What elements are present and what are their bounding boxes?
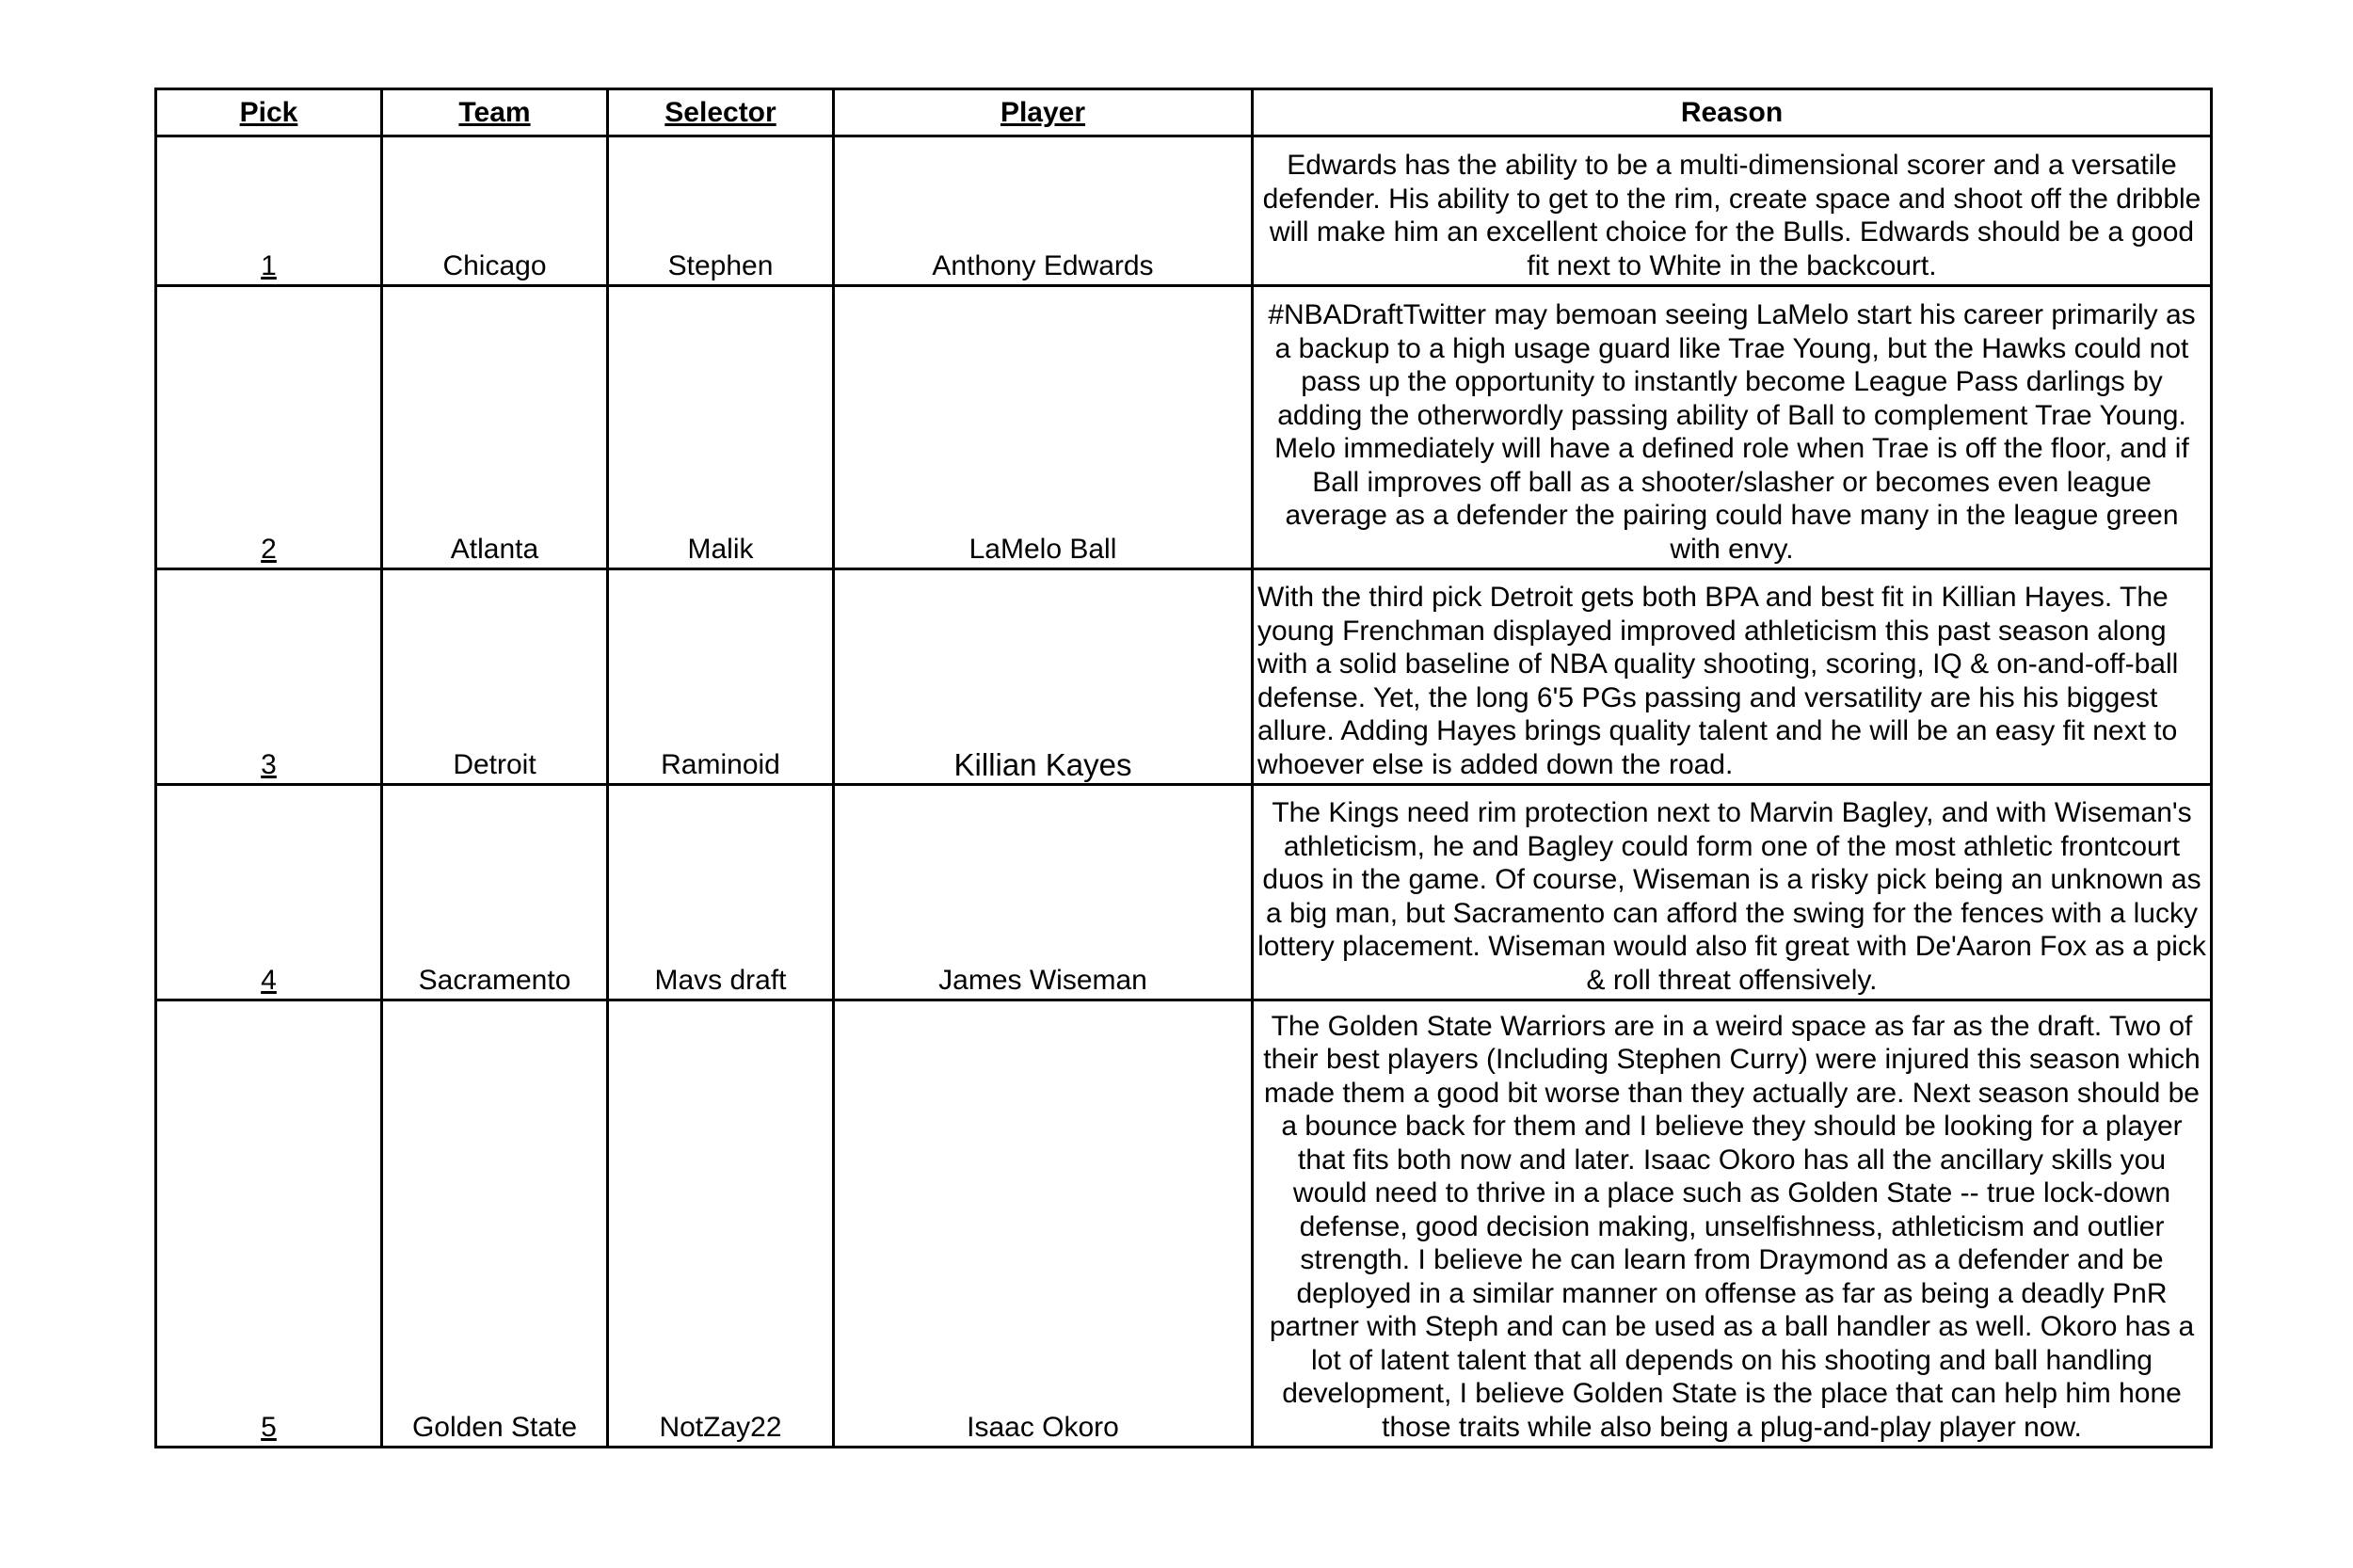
reason-cell: Edwards has the ability to be a multi-dimensional scorer and a versatile defender. His ability to get to the rim, create space and shoot off the dribble will make him an excellent choice for the Bulls. Edwards should be a good fit next to White in the backcourt.	[1253, 136, 2212, 286]
header-team	[382, 89, 608, 136]
header-reason-label: Reason	[1680, 96, 1784, 128]
reason-cell: #NBADraftTwitter may bemoan seeing LaMelo start his career primarily as a backup to a high usage guard like Trae Young, but the Hawks could not pass up the opportunity to instantly become League Pass darlings by adding the otherwordly passing ability of Ball to complement Trae Young. Melo immediately will have a defined role when Trae is off the floor, and if Ball improves off ball as a shooter/slasher or becomes even league average as a defender the pairing could have many in the league green with envy.	[1253, 286, 2212, 569]
team-cell: Detroit	[382, 569, 608, 785]
pick-cell	[156, 569, 382, 785]
pick-number: 2	[261, 533, 277, 565]
header-pick-label: Pick	[239, 96, 298, 128]
selector-cell: NotZay22	[608, 1000, 834, 1448]
pick-number: 5	[261, 1411, 277, 1443]
pick-cell	[156, 136, 382, 286]
header-player	[834, 89, 1253, 136]
selector-cell: Stephen	[608, 136, 834, 286]
team-cell: Atlanta	[382, 286, 608, 569]
header-reason	[1253, 89, 2212, 136]
team-cell: Golden State	[382, 1000, 608, 1448]
player-cell: Anthony Edwards	[834, 136, 1253, 286]
table-row	[156, 785, 2212, 1000]
player-cell: Isaac Okoro	[834, 1000, 1253, 1448]
pick-cell	[156, 785, 382, 1000]
draft-picks-table	[154, 88, 2213, 1448]
pick-number: 3	[261, 748, 277, 780]
table-row	[156, 569, 2212, 785]
player-cell: James Wiseman	[834, 785, 1253, 1000]
selector-cell: Malik	[608, 286, 834, 569]
selector-cell: Raminoid	[608, 569, 834, 785]
header-player-label: Player	[1000, 96, 1086, 128]
header-selector-label: Selector	[664, 96, 776, 128]
reason-cell: The Kings need rim protection next to Marvin Bagley, and with Wiseman's athleticism, he and Bagley could form one of the most athletic frontcourt duos in the game. Of course, Wiseman is a risky pick being an unknown as a big man, but Sacramento can afford the swing for the fences with a lucky lottery placement. Wiseman would also fit great with De'Aaron Fox as a pick & roll threat offensively.	[1253, 785, 2212, 1000]
table-row	[156, 286, 2212, 569]
header-team-label: Team	[458, 96, 531, 128]
reason-cell: The Golden State Warriors are in a weird space as far as the draft. Two of their best players (Including Stephen Curry) were injured this season which made them a good bit worse than they actually are. Next season should be a bounce back for them and I believe they should be looking for a player that fits both now and later. Isaac Okoro has all the ancillary skills you would need to thrive in a place such as Golden State -- true lock-down defense, good decision making, unselfishness, athleticism and outlier strength. I believe he can learn from Draymond as a defender and be deployed in a similar manner on offense as far as being a deadly PnR partner with Steph and can be used as a ball handler as well. Okoro has a lot of latent talent that all depends on his shooting and ball handling development, I believe Golden State is the place that can help him hone those traits while also being a plug-and-play player now.	[1253, 1000, 2212, 1448]
pick-cell	[156, 286, 382, 569]
pick-number: 1	[261, 249, 277, 281]
pick-cell	[156, 1000, 382, 1448]
table-row	[156, 136, 2212, 286]
header-row	[156, 89, 2212, 136]
header-selector	[608, 89, 834, 136]
selector-cell: Mavs draft	[608, 785, 834, 1000]
table-row	[156, 1000, 2212, 1448]
team-cell: Sacramento	[382, 785, 608, 1000]
reason-cell: With the third pick Detroit gets both BPA and best fit in Killian Hayes. The young Frenchman displayed improved athleticism this past season along with a solid baseline of NBA quality shooting, scoring, IQ & on-and-off-ball defense. Yet, the long 6'5 PGs passing and versatility are his his biggest allure. Adding Hayes brings quality talent and he will be an easy fit next to whoever else is added down the road.	[1253, 569, 2212, 785]
team-cell: Chicago	[382, 136, 608, 286]
header-pick	[156, 89, 382, 136]
pick-number: 4	[261, 964, 277, 996]
player-cell: Killian Kayes	[834, 569, 1253, 785]
player-cell: LaMelo Ball	[834, 286, 1253, 569]
